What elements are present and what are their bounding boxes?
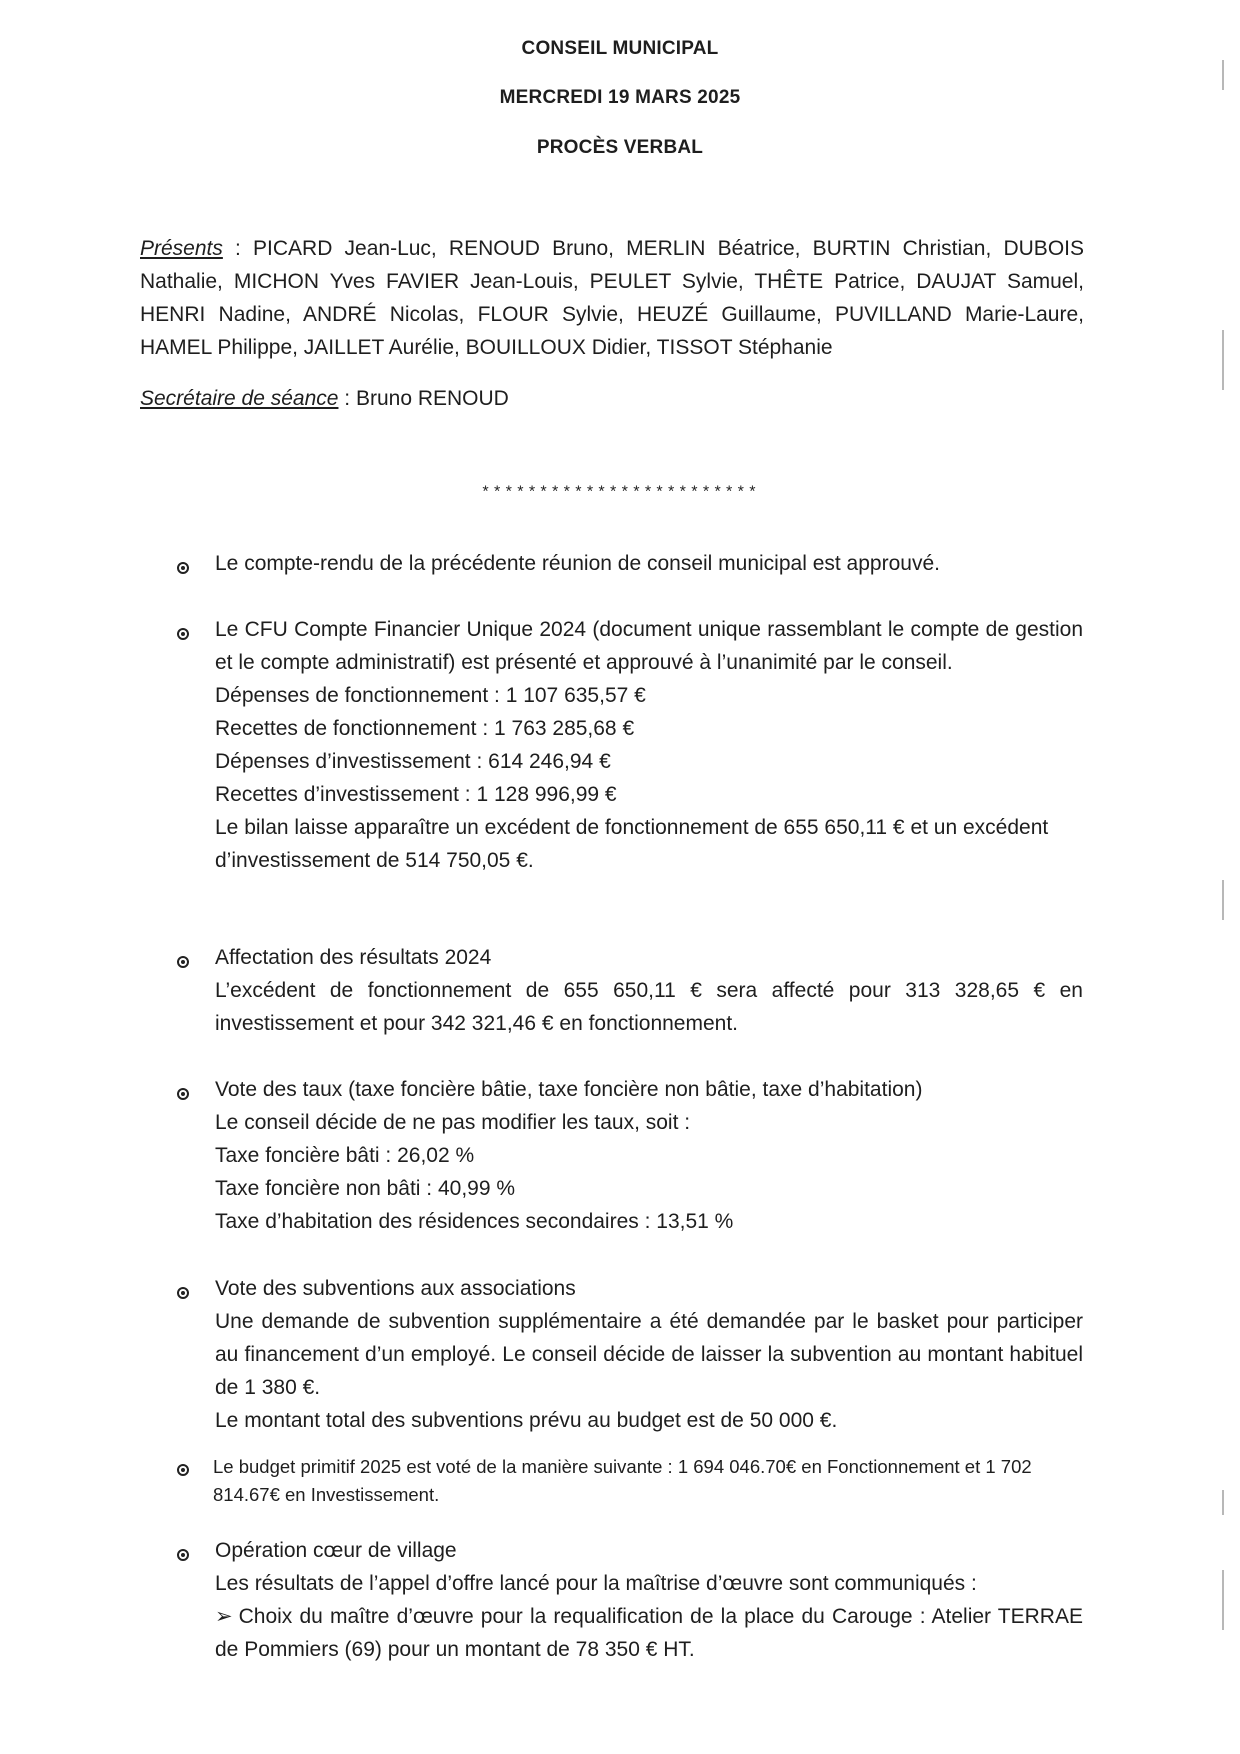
taux-title: Vote des taux (taxe foncière bâtie, taxe foncière non bâtie, taxe d’habitation) <box>215 1078 923 1101</box>
item-subventions <box>215 1272 1083 1437</box>
item-coeur-village <box>215 1534 1083 1666</box>
subventions-title: Vote des subventions aux associations <box>215 1277 576 1300</box>
presents-list: : PICARD Jean-Luc, RENOUD Bruno, MERLIN Béatrice, BURTIN Christian, DUBOIS Nathalie, MICHON Yves FAVIER Jean-Louis, PEULET Sylvie, THÊTE Patrice, DAUJAT Samuel, HENRI Nadine, ANDRÉ Nicolas, FLOUR Sylvie, HEUZÉ Guillaume, PUVILLAND Marie-Laure, HAMEL Philippe, JAILLET Aurélie, BOUILLOUX Didier, TISSOT Stéphanie <box>140 237 1084 359</box>
item-approval-text: Le compte-rendu de la précédente réunion de conseil municipal est approuvé. <box>215 552 940 575</box>
bullet-icon <box>177 1287 189 1299</box>
item-affectation <box>215 941 1083 1040</box>
bullet-icon <box>177 956 189 968</box>
bullet-icon <box>177 1549 189 1561</box>
taux-habitation: Taxe d’habitation des résidences secondaires : 13,51 % <box>215 1210 734 1233</box>
item-taux <box>215 1073 1083 1238</box>
affectation-title: Affectation des résultats 2024 <box>215 946 492 969</box>
coeur-title: Opération cœur de village <box>215 1539 457 1562</box>
coeur-results: Les résultats de l’appel d’offre lancé pour la maîtrise d’œuvre sont communiqués : <box>215 1572 977 1595</box>
cfu-intro: Le CFU Compte Financier Unique 2024 (document unique rassemblant le compte de gestion et le compte administratif) est présenté et approuvé à l’unanimité par le conseil. <box>215 618 1083 674</box>
bullet-icon <box>177 628 189 640</box>
presents-paragraph <box>140 232 1084 364</box>
section-separator: ************************ <box>480 484 760 502</box>
cfu-bilan: Le bilan laisse apparaître un excédent de fonctionnement de 655 650,11 € et un excédent d’investissement de 514 750,05 €. <box>215 816 1049 872</box>
secretaire-label: Secrétaire de séance <box>140 387 339 410</box>
taux-fonciere-bati: Taxe foncière bâti : 26,02 % <box>215 1144 475 1167</box>
document-type: PROCÈS VERBAL <box>536 137 704 158</box>
secretaire-paragraph <box>140 382 1084 415</box>
taux-fonciere-non-bati: Taxe foncière non bâti : 40,99 % <box>215 1177 516 1200</box>
meeting-date: MERCREDI 19 MARS 2025 <box>499 87 741 108</box>
item-approval <box>215 547 1083 580</box>
subventions-total: Le montant total des subventions prévu au budget est de 50 000 €. <box>215 1409 838 1432</box>
arrow-icon: ➢ <box>215 1605 233 1628</box>
coeur-choice <box>215 1600 1083 1666</box>
presents-label: Présents <box>140 237 223 260</box>
council-title: CONSEIL MUNICIPAL <box>521 38 719 59</box>
affectation-text: L’excédent de fonctionnement de 655 650,11 € sera affecté pour 313 328,65 € en investissement et pour 342 321,46 € en fonctionnement. <box>215 979 1083 1035</box>
cfu-depenses-invest: Dépenses d’investissement : 614 246,94 € <box>215 750 611 773</box>
scan-edge-marks <box>1222 0 1226 1754</box>
bullet-icon <box>177 562 189 574</box>
cfu-depenses-fonct: Dépenses de fonctionnement : 1 107 635,57 € <box>215 684 646 707</box>
item-budget <box>213 1453 1085 1509</box>
subventions-text: Une demande de subvention supplémentaire a été demandée par le basket pour participer au financement d’un employé. Le conseil décide de laisser la subvention au montant habituel de 1 380 €. <box>215 1310 1083 1399</box>
secretaire-name: : Bruno RENOUD <box>338 387 509 410</box>
coeur-choice-text: Choix du maître d’œuvre pour la requalification de la place du Carouge : Atelier TERRAE de Pommiers (69) pour un montant de 78 350 € HT. <box>215 1605 1083 1661</box>
taux-decision: Le conseil décide de ne pas modifier les taux, soit : <box>215 1111 691 1134</box>
bullet-icon <box>177 1088 189 1100</box>
cfu-recettes-invest: Recettes d’investissement : 1 128 996,99 € <box>215 783 617 806</box>
item-cfu <box>215 613 1083 877</box>
bullet-icon <box>177 1464 189 1476</box>
budget-text: Le budget primitif 2025 est voté de la manière suivante : 1 694 046.70€ en Fonctionnement et 1 702 814.67€ en Investissement. <box>213 1456 1032 1505</box>
cfu-recettes-fonct: Recettes de fonctionnement : 1 763 285,68 € <box>215 717 635 740</box>
